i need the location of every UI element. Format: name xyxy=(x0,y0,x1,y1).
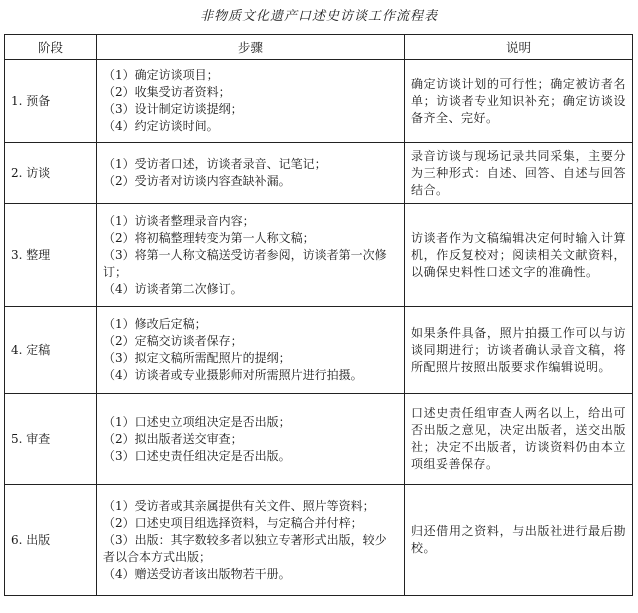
note-cell: 确定访谈计划的可行性；确定被访者名单；访谈者专业知识补充；确定访谈设备齐全、完好。 xyxy=(405,60,633,143)
step-item: （3）将第一人称文稿送受访者参阅，访谈者第一次修订； xyxy=(103,247,387,279)
step-item: （1）确定访谈项目； xyxy=(103,68,219,82)
step-item: （4）约定访谈时间。 xyxy=(103,119,219,133)
step-item: （4）访谈者或专业摄影师对所需照片进行拍摄。 xyxy=(103,368,363,382)
step-item: （1）受访者口述，访谈者录音、记笔记； xyxy=(103,157,327,171)
table-row xyxy=(5,307,633,394)
header-row xyxy=(5,35,633,60)
step-item: （3）拟定文稿所需配照片的提纲； xyxy=(103,351,291,365)
steps-cell xyxy=(97,204,405,307)
stage-cell: 1. 预备 xyxy=(5,60,97,143)
stage-cell: 6. 出版 xyxy=(5,485,97,596)
stage-cell: 2. 访谈 xyxy=(5,143,97,204)
steps-cell xyxy=(97,307,405,394)
table-row xyxy=(5,204,633,307)
stage-cell: 5. 审查 xyxy=(5,394,97,485)
table-row xyxy=(5,143,633,204)
step-item: （2）收集受访者资料； xyxy=(103,85,231,99)
table-row xyxy=(5,394,633,485)
table-row xyxy=(5,60,633,143)
steps-cell xyxy=(97,394,405,485)
table-title: 非物质文化遗产口述史访谈工作流程表 xyxy=(199,9,438,24)
step-item: （2）定稿交访谈者保存； xyxy=(103,334,243,348)
table-row xyxy=(5,485,633,596)
steps-cell xyxy=(97,485,405,596)
header-stage: 阶段 xyxy=(5,35,97,60)
step-item: （4）访谈者第二次修订。 xyxy=(103,281,243,296)
note-cell: 归还借用之资料，与出版社进行最后勘校。 xyxy=(405,485,633,596)
step-item: （3）口述史责任组决定是否出版。 xyxy=(103,448,291,463)
steps-cell xyxy=(97,143,405,204)
step-item: （2）受访者对访谈内容查缺补漏。 xyxy=(103,174,291,188)
step-item: （1）受访者或其亲属提供有关文件、照片等资料； xyxy=(103,498,375,513)
note-cell: 访谈者作为文稿编辑决定何时输入计算机，作反复校对；阅读相关文献资料，以确保史料性口述文字的准确性。 xyxy=(405,204,633,307)
step-item: （1）访谈者整理录音内容； xyxy=(103,213,255,228)
note-cell: 口述史责任组审查人两名以上，给出可否出版之意见，决定出版者，送交出版社；决定不出版者，访谈资料仍由本立项组妥善保存。 xyxy=(405,394,633,485)
note-cell: 如果条件具备，照片拍摄工作可以与访谈同期进行；访谈者确认录音文稿，将所配照片按照出版要求作编辑说明。 xyxy=(405,307,633,394)
step-item: （2）将初稿整理转变为第一人称文稿； xyxy=(103,230,315,245)
header-note: 说明 xyxy=(405,35,633,60)
step-item: （1）口述史立项组决定是否出版； xyxy=(103,414,291,429)
step-item: （3）设计制定访谈提纲； xyxy=(103,102,243,116)
step-item: （1）修改后定稿； xyxy=(103,317,207,331)
stage-cell: 3. 整理 xyxy=(5,204,97,307)
step-item: （2）拟出版者送交审查； xyxy=(103,431,243,446)
step-item: （4）赠送受访者该出版物若干册。 xyxy=(103,566,291,581)
step-item: （2）口述史项目组选择资料，与定稿合并付梓； xyxy=(103,515,363,530)
steps-cell xyxy=(97,60,405,143)
workflow-table xyxy=(4,34,633,596)
header-steps: 步骤 xyxy=(97,35,405,60)
note-cell: 录音访谈与现场记录共同采集，主要分为三种形式：自述、回答、自述与回答结合。 xyxy=(405,143,633,204)
step-item: （3）出版：其字数较多者以独立专著形式出版，较少者以合本方式出版； xyxy=(103,532,387,564)
stage-cell: 4. 定稿 xyxy=(5,307,97,394)
